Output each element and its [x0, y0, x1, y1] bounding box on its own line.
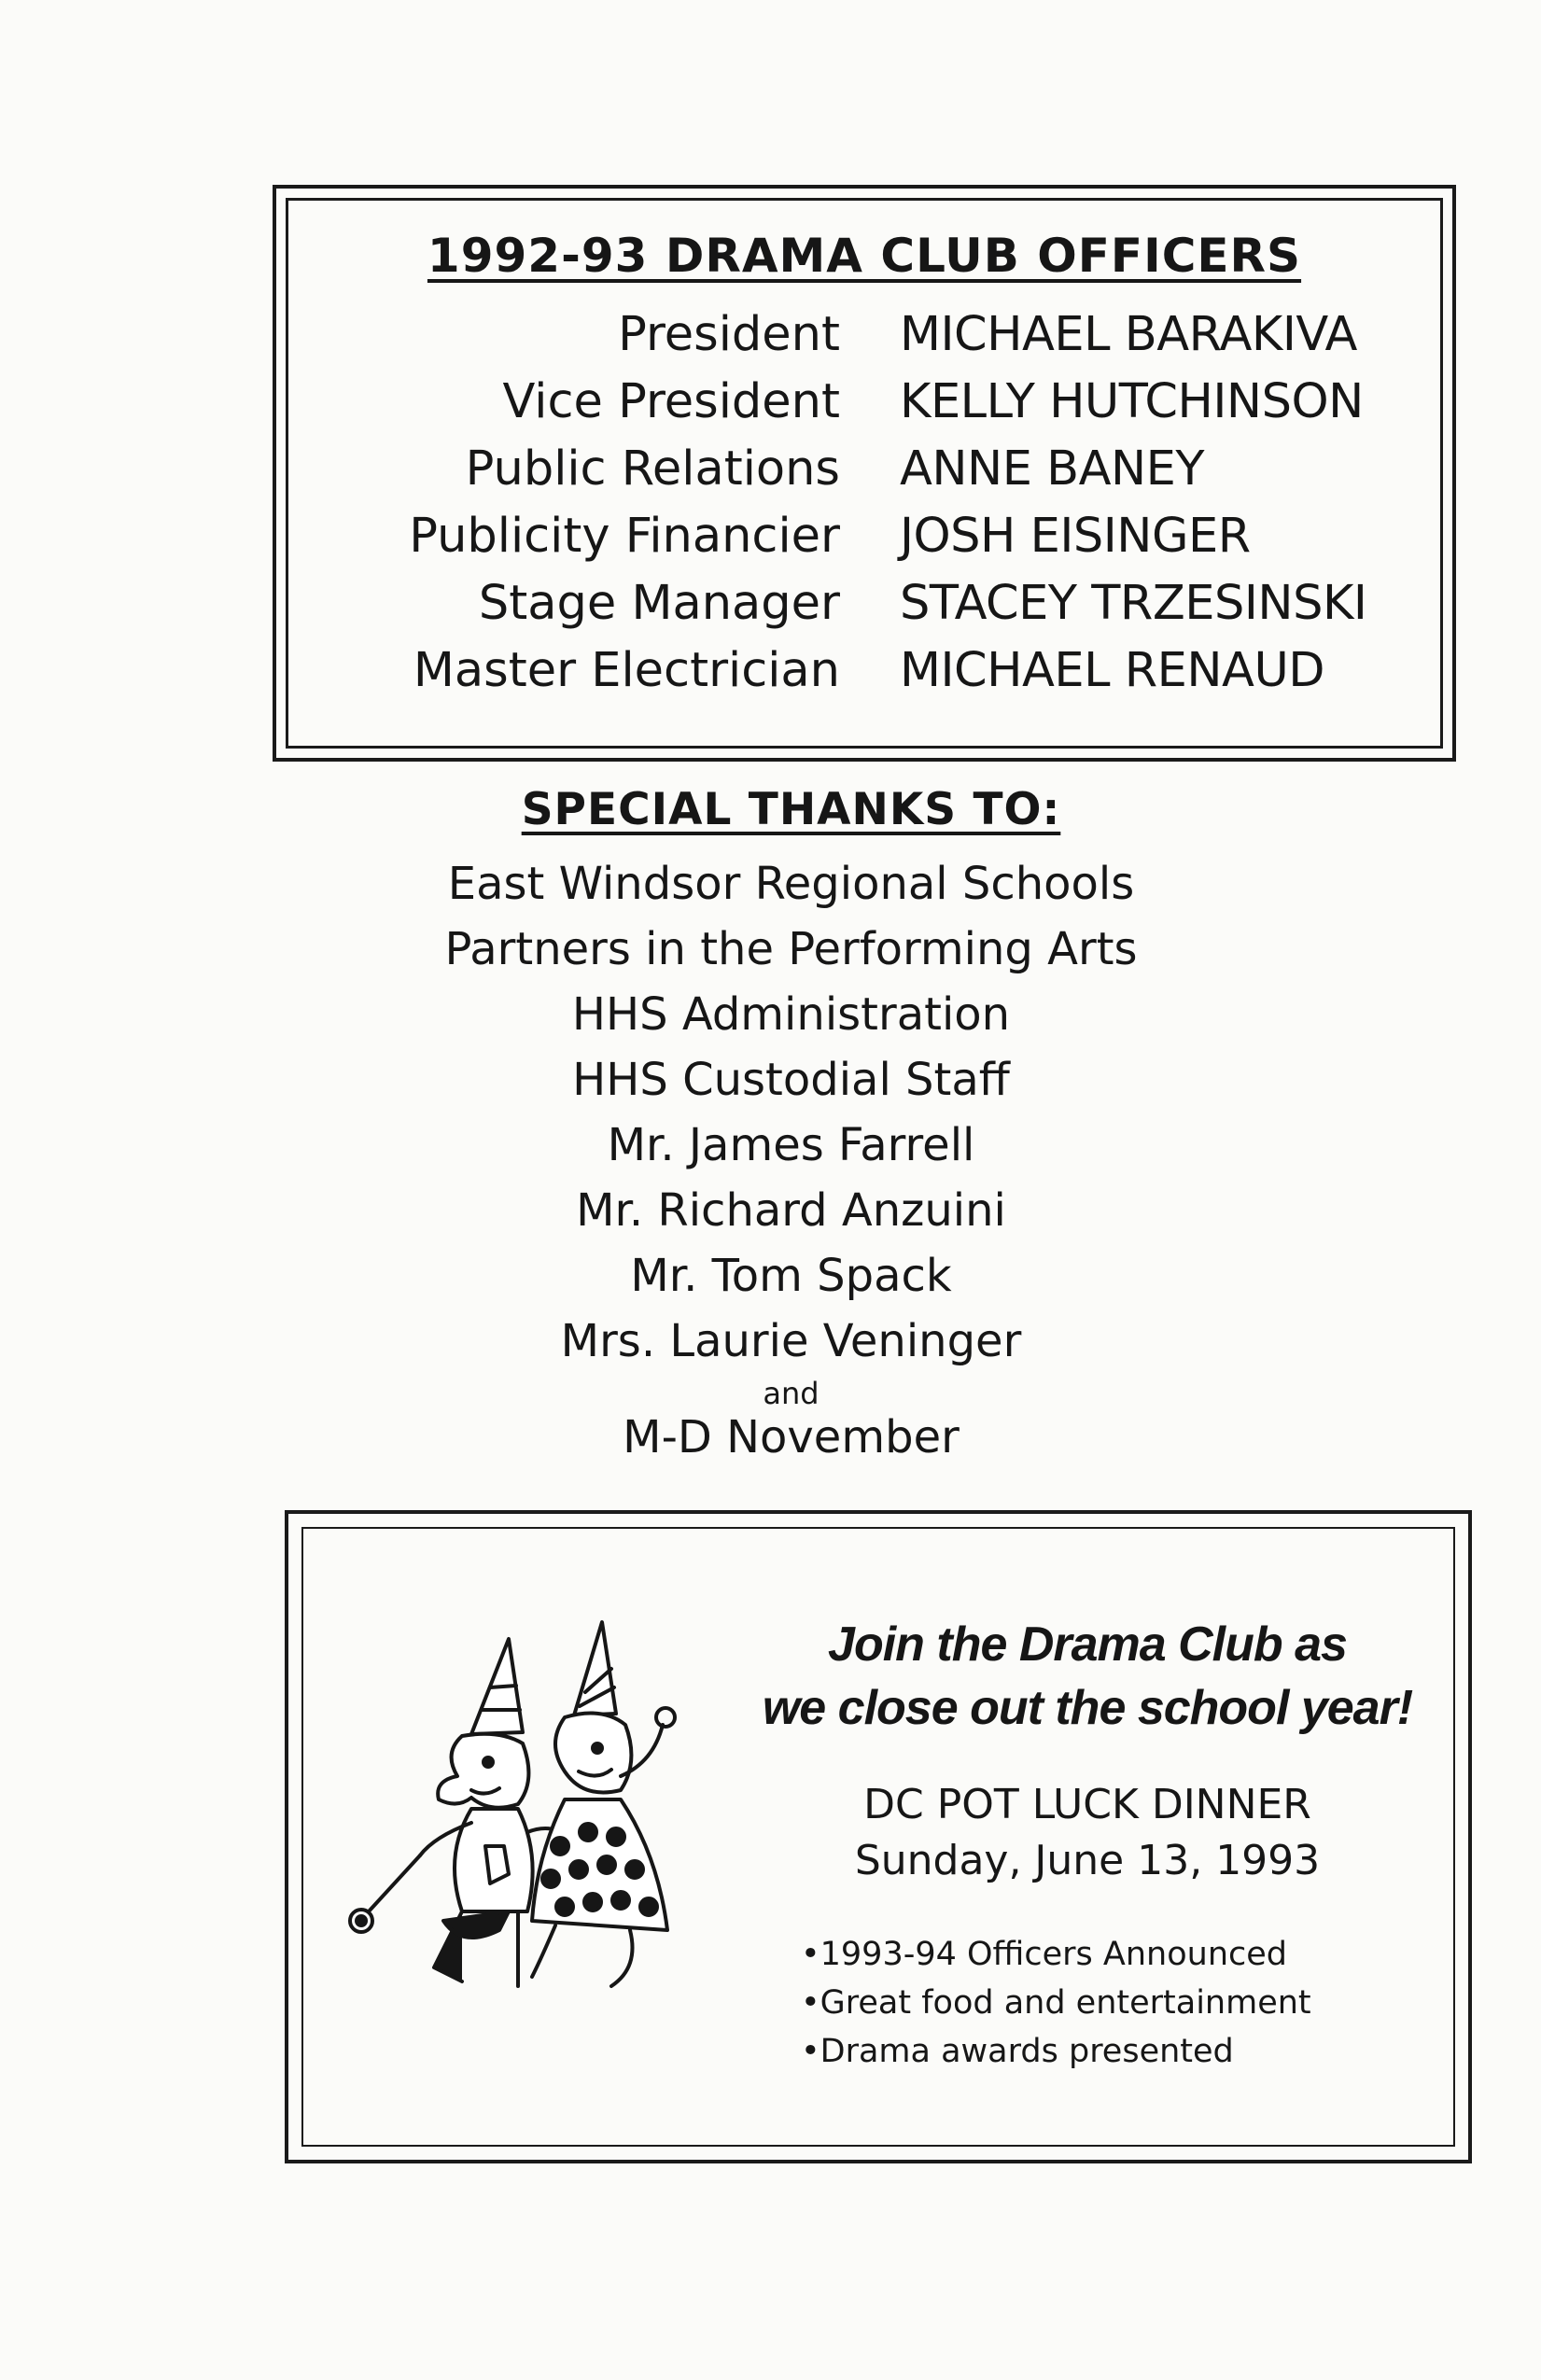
thanks-item: HHS Custodial Staff	[572, 1054, 1010, 1106]
officer-name: KELLY HUTCHINSON	[900, 374, 1364, 429]
officer-role: Vice President	[502, 374, 840, 429]
officer-row	[288, 301, 1440, 369]
officers-box	[273, 185, 1456, 762]
thanks-item: Mr. Tom Spack	[630, 1250, 952, 1302]
officers-inner-frame	[286, 198, 1443, 749]
event-bullet-list	[801, 1930, 1311, 2076]
officer-row	[288, 637, 1440, 705]
event-bullet: •Great food and entertainment	[801, 1984, 1311, 2022]
thanks-item: Partners in the Performing Arts	[444, 923, 1138, 975]
event-bullet: •Drama awards presented	[801, 2033, 1234, 2070]
thanks-item: HHS Administration	[571, 988, 1011, 1041]
officer-role: Public Relations	[465, 441, 840, 497]
party-dancers-illustration	[331, 1613, 770, 2033]
officer-name: STACEY TRZESINSKI	[900, 576, 1367, 631]
officers-title: 1992-93 DRAMA CLUB OFFICERS	[427, 229, 1302, 283]
thanks-item: Mr. Richard Anzuini	[576, 1184, 1006, 1237]
event-date: Sunday, June 13, 1993	[854, 1837, 1321, 1884]
officer-role: Publicity Financier	[409, 509, 840, 564]
officer-row	[288, 570, 1440, 637]
officer-row	[288, 436, 1440, 503]
thanks-item: Mrs. Laurie Veninger	[560, 1315, 1022, 1367]
officer-name: ANNE BANEY	[900, 441, 1205, 497]
officer-row	[288, 503, 1440, 570]
event-bullet: •1993-94 Officers Announced	[801, 1936, 1288, 1973]
special-thanks-list	[0, 851, 1541, 1374]
special-thanks-title: SPECIAL THANKS TO:	[521, 784, 1061, 835]
thanks-item: Mr. James Farrell	[607, 1119, 975, 1171]
event-title: DC POT LUCK DINNER	[863, 1781, 1311, 1828]
thanks-and: and	[763, 1376, 820, 1411]
officer-name: JOSH EISINGER	[900, 509, 1251, 564]
officer-role: President	[618, 307, 840, 362]
event-heading-line2: we close out the school year!	[762, 1681, 1413, 1735]
officer-name: MICHAEL BARAKIVA	[900, 307, 1357, 362]
event-inner-frame	[301, 1527, 1455, 2147]
officer-name: MICHAEL RENAUD	[900, 643, 1325, 698]
officer-role: Master Electrician	[413, 643, 840, 698]
event-heading-line1: Join the Drama Club as	[828, 1617, 1347, 1672]
officer-row	[288, 369, 1440, 436]
thanks-item: East Windsor Regional Schools	[447, 858, 1135, 910]
event-box	[285, 1510, 1472, 2163]
officer-role: Stage Manager	[478, 576, 840, 631]
thanks-item-last: M-D November	[623, 1411, 960, 1463]
